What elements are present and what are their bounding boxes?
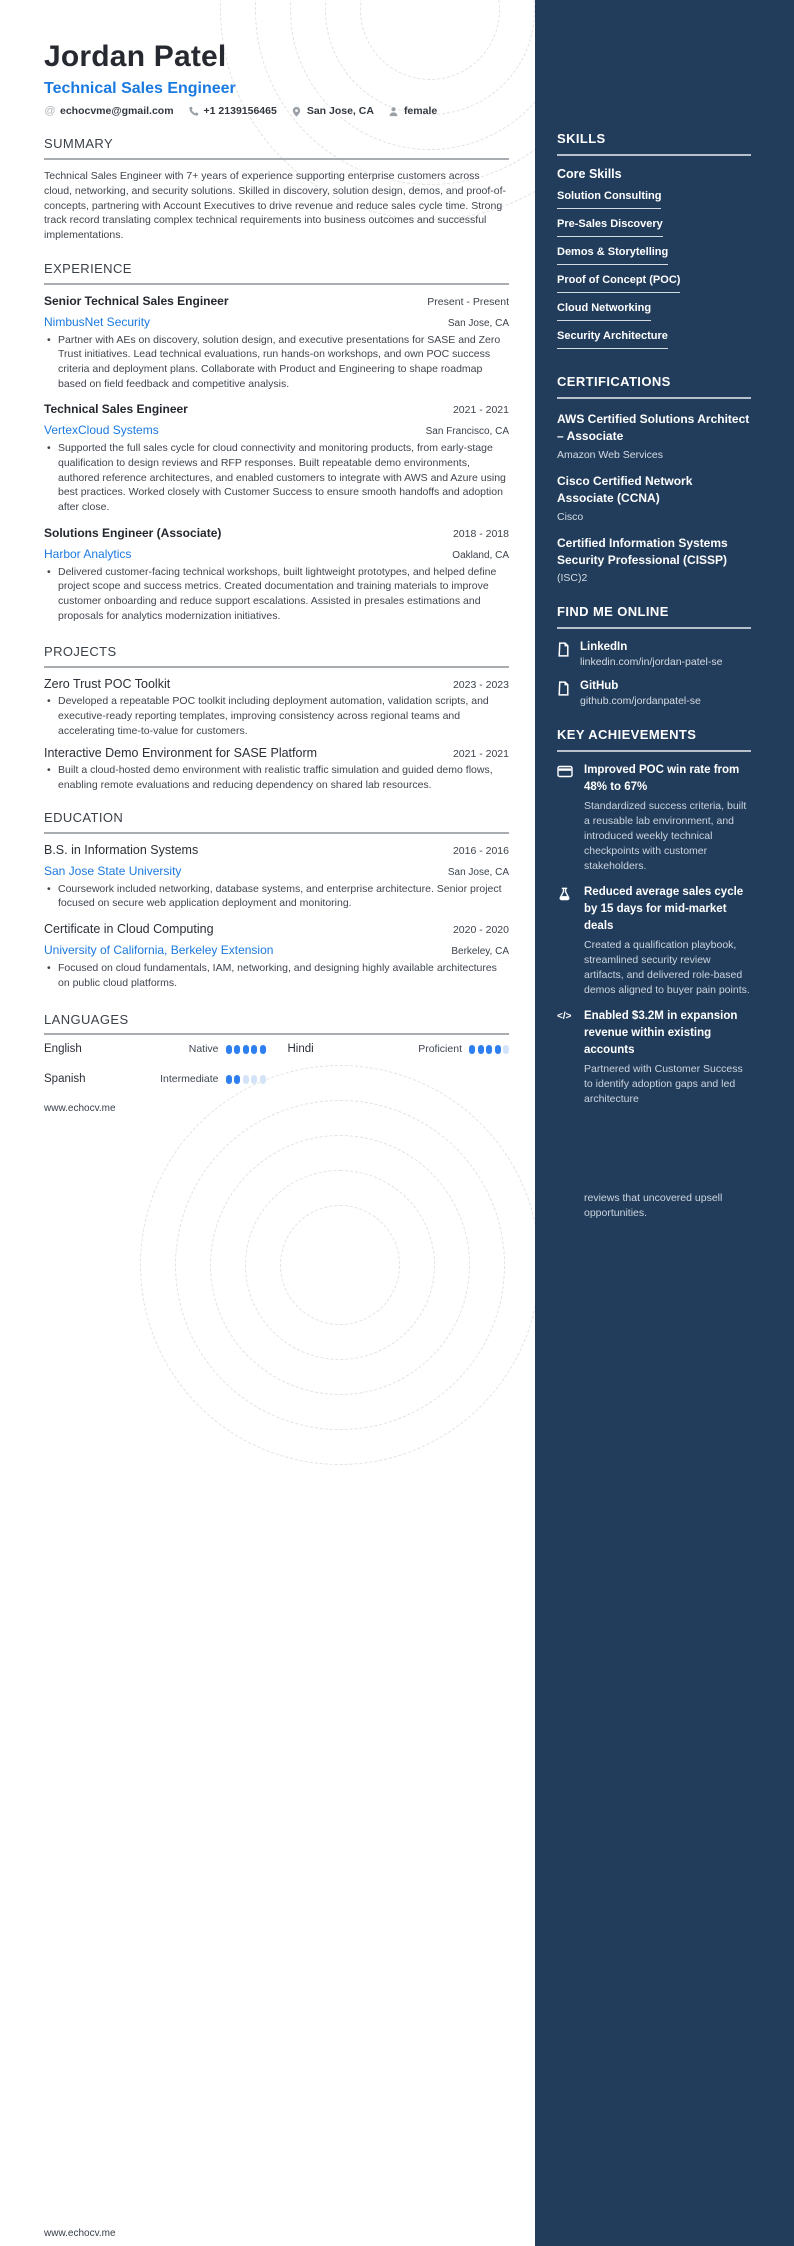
divider — [557, 750, 751, 752]
profile-label: LinkedIn — [580, 641, 628, 654]
divider — [44, 666, 509, 668]
company-link[interactable]: VertexCloud Systems — [44, 423, 159, 438]
job-title: Senior Technical Sales Engineer — [44, 293, 229, 308]
contact-location: San Jose, CA — [291, 105, 374, 117]
company-link[interactable]: Harbor Analytics — [44, 546, 132, 561]
level-dot — [260, 1045, 266, 1054]
certification-title: Certified Information Systems Security Professional (CISSP) — [557, 535, 728, 567]
language-level: Native — [188, 1043, 219, 1056]
document-icon — [557, 680, 571, 707]
job-location: San Jose, CA — [447, 317, 509, 329]
level-dot — [503, 1045, 509, 1054]
education-heading: EDUCATION — [44, 809, 124, 825]
sidebar-section-key-achievements — [557, 728, 751, 1221]
language-dots — [226, 1075, 266, 1084]
company-link[interactable]: NimbusNet Security — [44, 314, 151, 329]
section-education — [44, 811, 509, 991]
summary-text: Technical Sales Engineer with 7+ years of experience supporting enterprise customers across cloud, networking, and security solutions. Skilled in discovery, solution design, demos, and proof-of-concepts, partnering with Account Executives to drive revenue and reduce sales cycle time. Strong track record translating complex technical requirements into business outcomes and successful implementations. — [44, 170, 507, 241]
certification-item — [557, 535, 751, 585]
experience-entry — [44, 294, 509, 392]
project-title: Interactive Demo Environment for SASE Platform — [44, 746, 318, 761]
online-profile-github[interactable] — [557, 680, 751, 707]
achievement-item — [557, 884, 751, 998]
skills-heading: SKILLS — [557, 131, 606, 146]
skill-item: Cloud Networking — [557, 302, 651, 321]
divider — [557, 397, 751, 399]
projects-heading: PROJECTS — [44, 644, 117, 660]
achievement-title: Reduced average sales cycle by 15 days for mid-market deals — [584, 886, 744, 933]
main-column — [0, 0, 535, 1085]
language-name: English — [44, 1043, 82, 1056]
section-languages — [44, 1013, 509, 1086]
candidate-role: Technical Sales Engineer — [44, 80, 236, 97]
job-bullet: • Delivered customer-facing technical workshops, built lightweight prototypes, and helped define project scope and success metrics. Created documentation and training materials to improve customer onboarding and reduce support escalations. Assisted in presales estimations and proposals for analytics modernization initiatives. — [58, 565, 509, 624]
contact-row — [44, 105, 509, 117]
language-dots — [469, 1045, 509, 1054]
skills-subheading: Core Skills — [557, 166, 622, 181]
website-footer[interactable]: www.echocv.me — [44, 2228, 116, 2239]
sidebar-section-skills — [557, 132, 751, 349]
certification-issuer: (ISC)2 — [557, 572, 588, 585]
divider — [44, 158, 509, 160]
education-dates: 2020 - 2020 — [452, 924, 509, 937]
code-icon: </> — [557, 1011, 572, 1023]
summary-heading: SUMMARY — [44, 136, 114, 152]
languages-grid — [44, 1043, 509, 1085]
section-experience — [44, 262, 509, 624]
card-icon — [557, 762, 576, 874]
level-dot — [243, 1045, 249, 1054]
location-icon — [291, 105, 303, 117]
level-dot — [234, 1075, 240, 1084]
profile-label: GitHub — [580, 680, 619, 693]
phone-icon — [188, 105, 200, 117]
experience-entry — [44, 526, 509, 624]
education-entry — [44, 922, 509, 990]
certification-issuer: Amazon Web Services — [557, 448, 664, 461]
job-location: San Francisco, CA — [425, 426, 509, 438]
level-dot — [260, 1075, 266, 1084]
education-bullet: • Focused on cloud fundamentals, IAM, networking, and designing highly available architectures on public cloud platforms. — [58, 961, 509, 990]
school-link[interactable]: San Jose State University — [44, 863, 182, 878]
education-location: San Jose, CA — [447, 866, 509, 878]
job-bullet: • Supported the full sales cycle for cloud connectivity and monitoring products, from early-stage qualification to design reviews and RFP responses. Built repeatable demo environments, authored reference architectures, and enabled customers to integrate with AWS and Azure using best practices. Worked closely with Customer Success to ensure smooth handoffs and adoption after close. — [58, 441, 509, 514]
achievement-desc: Standardized success criteria, built a reusable lab environment, and introduced weekly technical checkpoints with customer stakeholders. — [584, 800, 747, 873]
candidate-name: Jordan Patel — [44, 40, 227, 73]
job-location: Oakland, CA — [452, 549, 509, 561]
achievement-title: Improved POC win rate from 48% to 67% — [584, 764, 740, 794]
language-item — [288, 1043, 510, 1055]
find-me-online-heading: FIND ME ONLINE — [557, 604, 669, 620]
level-dot — [251, 1075, 257, 1084]
sidebar — [535, 0, 794, 2246]
skill-item: Demos & Storytelling — [557, 246, 668, 265]
person-icon — [388, 105, 400, 117]
job-bullet: • Partner with AEs on discovery, solution design, and executive presentations for SASE and Zero Trust initiatives. Lead technical evaluations, run hands-on workshops, and own POC success criteria and deployment plans. Collaborate with Product and Engineering to shape roadmap based on field feedback and competitive analysis. — [58, 333, 509, 392]
project-entry — [44, 746, 509, 792]
contact-email[interactable]: @ echocvme@gmail.com — [44, 105, 174, 118]
experience-entry — [44, 402, 509, 514]
contact-phone[interactable]: +1 2139156465 — [188, 105, 277, 117]
degree-title: B.S. in Information Systems — [44, 842, 199, 857]
skill-item: Pre-Sales Discovery — [557, 218, 663, 237]
education-location: Berkeley, CA — [451, 946, 509, 958]
level-dot — [243, 1075, 249, 1084]
certification-item — [557, 411, 751, 461]
education-dates: 2016 - 2016 — [452, 844, 509, 857]
divider — [557, 627, 751, 629]
flask-icon — [557, 884, 576, 998]
contact-gender: female — [388, 105, 437, 117]
divider — [557, 154, 751, 156]
achievement-title: Enabled $3.2M in expansion revenue within existing accounts — [584, 1010, 738, 1057]
level-dot — [478, 1045, 484, 1054]
school-link[interactable]: University of California, Berkeley Extension — [44, 943, 274, 958]
achievement-item — [557, 1008, 751, 1221]
skill-item: Proof of Concept (POC) — [557, 274, 680, 293]
education-bullet: • Coursework included networking, database systems, and enterprise architecture. Senior project focused on secure web application deployment and monitoring. — [58, 882, 509, 911]
section-summary — [44, 137, 509, 242]
section-projects — [44, 645, 509, 792]
project-dates: 2023 - 2023 — [452, 679, 509, 692]
level-dot — [469, 1045, 475, 1054]
divider — [44, 832, 509, 834]
project-dates: 2021 - 2021 — [452, 748, 509, 761]
key-achievements-heading: KEY ACHIEVEMENTS — [557, 727, 697, 743]
level-dot — [226, 1045, 232, 1054]
certification-title: AWS Certified Solutions Architect – Associate — [557, 411, 750, 444]
level-dot — [251, 1045, 257, 1054]
language-item — [44, 1043, 266, 1055]
languages-heading: LANGUAGES — [44, 1011, 129, 1027]
divider — [44, 1033, 509, 1035]
sidebar-section-find-me-online — [557, 605, 751, 707]
job-title: Technical Sales Engineer — [44, 402, 188, 417]
job-title: Solutions Engineer (Associate) — [44, 525, 222, 540]
skill-item: Solution Consulting — [557, 190, 661, 209]
language-level: Intermediate — [160, 1073, 219, 1086]
education-entry — [44, 843, 509, 911]
job-dates: Present - Present — [427, 295, 509, 308]
sidebar-section-certifications — [557, 375, 751, 584]
language-name: Hindi — [287, 1043, 314, 1056]
achievement-desc-page2: reviews that uncovered upsell opportunities. — [584, 1192, 723, 1220]
profile-url[interactable]: linkedin.com/in/jordan-patel-se — [580, 656, 723, 669]
language-name: Spanish — [44, 1073, 86, 1086]
language-dots — [226, 1045, 266, 1054]
achievement-desc: Created a qualification playbook, streamlined security review artifacts, and delivered role-based demos aligned to buyer pain points. — [584, 939, 750, 997]
divider — [44, 283, 509, 285]
online-profile-linkedin[interactable] — [557, 641, 751, 668]
achievement-desc-page1: Partnered with Customer Success to identify adoption gaps and led architecture — [584, 1063, 743, 1106]
degree-title: Certificate in Cloud Computing — [44, 922, 214, 937]
certification-item — [557, 473, 751, 523]
skill-item: Security Architecture — [557, 330, 668, 349]
level-dot — [234, 1045, 240, 1054]
website-footer[interactable]: www.echocv.me — [44, 1103, 116, 1114]
level-dot — [495, 1045, 501, 1054]
level-dot — [226, 1075, 232, 1084]
achievement-item — [557, 762, 751, 874]
project-bullet: • Developed a repeatable POC toolkit including deployment automation, validation scripts, and executive-ready reporting templates, improving consistency across regional teams and accelerating time-to-value for customers. — [58, 694, 509, 738]
job-dates: 2018 - 2018 — [452, 527, 509, 540]
language-item — [44, 1073, 266, 1085]
project-title: Zero Trust POC Toolkit — [44, 677, 171, 692]
profile-url[interactable]: github.com/jordanpatel-se — [580, 695, 701, 708]
certification-issuer: Cisco — [557, 510, 584, 523]
project-bullet: • Built a cloud-hosted demo environment with realistic traffic simulation and guided demo flows, enabling remote evaluations and reducing dependency on shared lab resources. — [58, 763, 509, 792]
document-icon — [557, 641, 571, 668]
level-dot — [486, 1045, 492, 1054]
certification-title: Cisco Certified Network Associate (CCNA) — [557, 473, 693, 506]
language-level: Proficient — [418, 1043, 462, 1056]
job-dates: 2021 - 2021 — [452, 404, 509, 417]
at-icon: @ — [44, 105, 56, 118]
certifications-heading: CERTIFICATIONS — [557, 373, 671, 389]
project-entry — [44, 677, 509, 738]
experience-heading: EXPERIENCE — [44, 260, 132, 276]
